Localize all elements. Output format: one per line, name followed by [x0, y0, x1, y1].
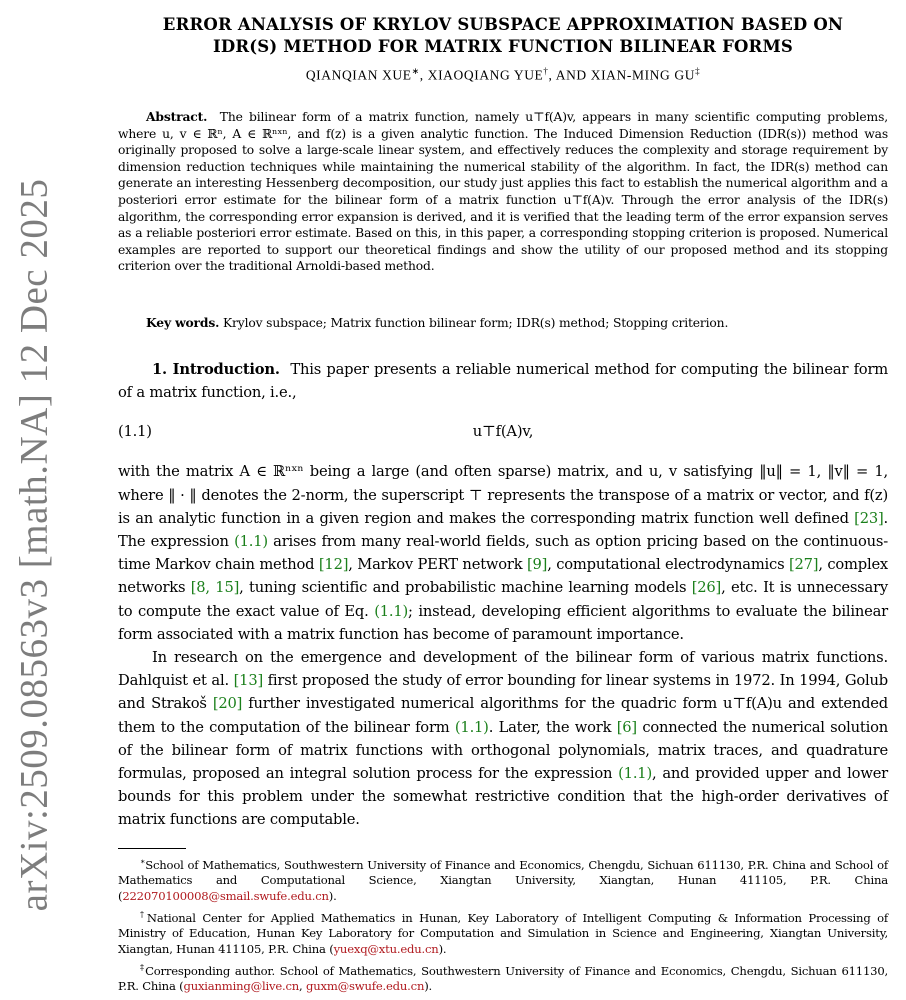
citation-link[interactable]: [23] [854, 509, 884, 527]
email-link[interactable]: 222070100008@smail.swufe.edu.cn [122, 888, 329, 903]
equation-link[interactable]: (1.1) [234, 533, 268, 551]
citation-link[interactable]: [26] [691, 579, 722, 597]
arxiv-id-label: arXiv:2509.08563v3 [math.NA] 12 Dec 2025 [12, 178, 56, 912]
email-link[interactable]: guxm@swufe.edu.cn [306, 979, 425, 994]
paper-title [118, 14, 888, 58]
footnote-divider [118, 848, 186, 849]
equation-link[interactable]: (1.1) [618, 765, 652, 783]
footnote-3: ‡Corresponding author. School of Mathematics, Southwestern University of Finance and Economics, Chengdu, Sichuan 611130, P.R. China (guxianming@live.cn, guxm@swufe.edu.cn). [118, 963, 888, 994]
citation-link[interactable]: [6] [616, 718, 637, 736]
arxiv-sidebar-stamp [4, 178, 64, 912]
citation-link[interactable]: [27] [788, 556, 819, 574]
equation-expression: u⊤f(A)v, [472, 423, 534, 441]
keywords-heading: Key words. [146, 315, 220, 330]
keywords-section [118, 315, 888, 332]
footnotes-section [118, 854, 888, 998]
equation-link[interactable]: (1.1) [454, 718, 489, 736]
intro-paragraph-2: with the matrix A ∈ ℝⁿˣⁿ being a large (and often sparse) matrix, and u, v satisfying ‖u‖ = 1, ‖v‖ = 1, where ‖ · ‖ denotes the 2-norm, the superscript ⊤ represents the transpose of a matrix or vector, and f(z) is an analytic function in a given region and makes the corresponding matrix function well defined [23]. The expression (1.1) arises from many real-world fields, such as option pricing based on the continuous-time Markov chain method [12], Markov PERT network [9], computational electrodynamics [27], complex networks [8, 15], tuning scientific and probabilistic machine learning models [26], etc. It is unnecessary to compute the exact value of Eq. (1.1); instead, developing efficient algorithms to evaluate the bilinear form associated with a matrix function has become of paramount importance. [118, 463, 889, 643]
keywords-text: Krylov subspace; Matrix function bilinear form; IDR(s) method; Stopping criterion. [223, 316, 729, 330]
author-2: XIAOQIANG YUE [427, 67, 544, 83]
author-1-mark: ∗ [411, 66, 420, 76]
introduction-section [118, 358, 888, 832]
citation-link[interactable]: [9] [526, 556, 548, 574]
abstract-text: The bilinear form of a matrix function, namely u⊤f(A)v, appears in many scientific computing problems, where u, v ∈ ℝⁿ, A ∈ ℝⁿˣⁿ, and f(z) is a given analytic function. The Induced Dimension Reduction (IDR(s)) method was originally proposed to solve a large-scale linear system, and effectively reduces the complexity and storage requirement by dimension reduction techniques while maintaining the numerical stability of the algorithm. In fact, the IDR(s) method can generate an interesting Hessenberg decomposition, our study just applies this fact to establish the numerical algorithm and a posteriori error estimate for the bilinear form of a matrix function u⊤f(A)v. Through the error analysis of the IDR(s) algorithm, the corresponding error expansion is derived, and it is verified that the leading term of the error expansion serves as a reliable posteriori error estimate. Based on this, in this paper, a corresponding stopping criterion is proposed. Numerical examples are reported to support our theoretical findings and show the utility of our proposed method and its stopping criterion over the traditional Arnoldi-based method. [118, 110, 888, 274]
abstract-heading: Abstract. [146, 109, 208, 124]
author-3: AND XIAN-MING GU [555, 67, 696, 83]
equation-link[interactable]: (1.1) [374, 602, 409, 620]
author-1: QIANQIAN XUE [305, 67, 412, 83]
citation-link[interactable]: [20] [212, 695, 243, 713]
intro-paragraph-1: This paper presents a reliable numerical method for computing the bilinear form of a matrix function, i.e., [118, 361, 889, 402]
footnote-2: †National Center for Applied Mathematics in Hunan, Key Laboratory of Intelligent Computing & Information Processing of Ministry of Education, Hunan Key Laboratory for Computation and Simulation in Science and Engineering, Xiangtan University, Xiangtan, Hunan 411105, P.R. China (yuexq@xtu.edu.cn). [118, 910, 888, 956]
citation-link[interactable]: [13] [233, 672, 263, 690]
section-heading: 1. Introduction. [152, 361, 280, 378]
footnote-1: ∗School of Mathematics, Southwestern University of Finance and Economics, Chengdu, Sichuan 611130, P.R. China and School of Mathematics and Computational Science, Xiangtan University, Xiangtan, Hunan 411105, P.R. China (222070100008@smail.swufe.edu.cn). [118, 857, 888, 903]
author-3-mark: ‡ [695, 66, 701, 76]
equation-1-1 [118, 406, 888, 458]
intro-paragraph-3: In research on the emergence and development of the bilinear form of various matrix functions. Dahlquist et al. [13] first proposed the study of error bounding for linear systems in 1972. In 1994, Golub and Strakoš [20] further investigated numerical algorithms for the quadric form u⊤f(A)u and extended them to the computation of the bilinear form (1.1). Later, the work [6] connected the numerical solution of the bilinear form of matrix functions with orthogonal polynomials, matrix traces, and quadrature formulas, proposed an integral solution process for the expression (1.1), and provided upper and lower bounds for this problem under the somewhat restrictive condition that the high-order derivatives of matrix functions are computable. [118, 649, 889, 829]
email-link[interactable]: guxianming@live.cn [183, 979, 300, 994]
citation-link[interactable]: [8, 15] [190, 579, 240, 597]
email-link[interactable]: yuexq@xtu.edu.cn [333, 941, 439, 956]
citation-link[interactable]: [12] [318, 556, 349, 574]
equation-number: (1.1) [118, 423, 152, 441]
author-list: QIANQIAN XUE∗, XIAOQIANG YUE†, AND XIAN-MING GU‡ [305, 66, 701, 83]
title-line-2: IDR(S) METHOD FOR MATRIX FUNCTION BILINEAR FORMS [212, 37, 794, 56]
author-2-mark: † [543, 66, 549, 76]
abstract-section [118, 109, 888, 275]
title-line-1: ERROR ANALYSIS OF KRYLOV SUBSPACE APPROXIMATION BASED ON [162, 15, 844, 34]
